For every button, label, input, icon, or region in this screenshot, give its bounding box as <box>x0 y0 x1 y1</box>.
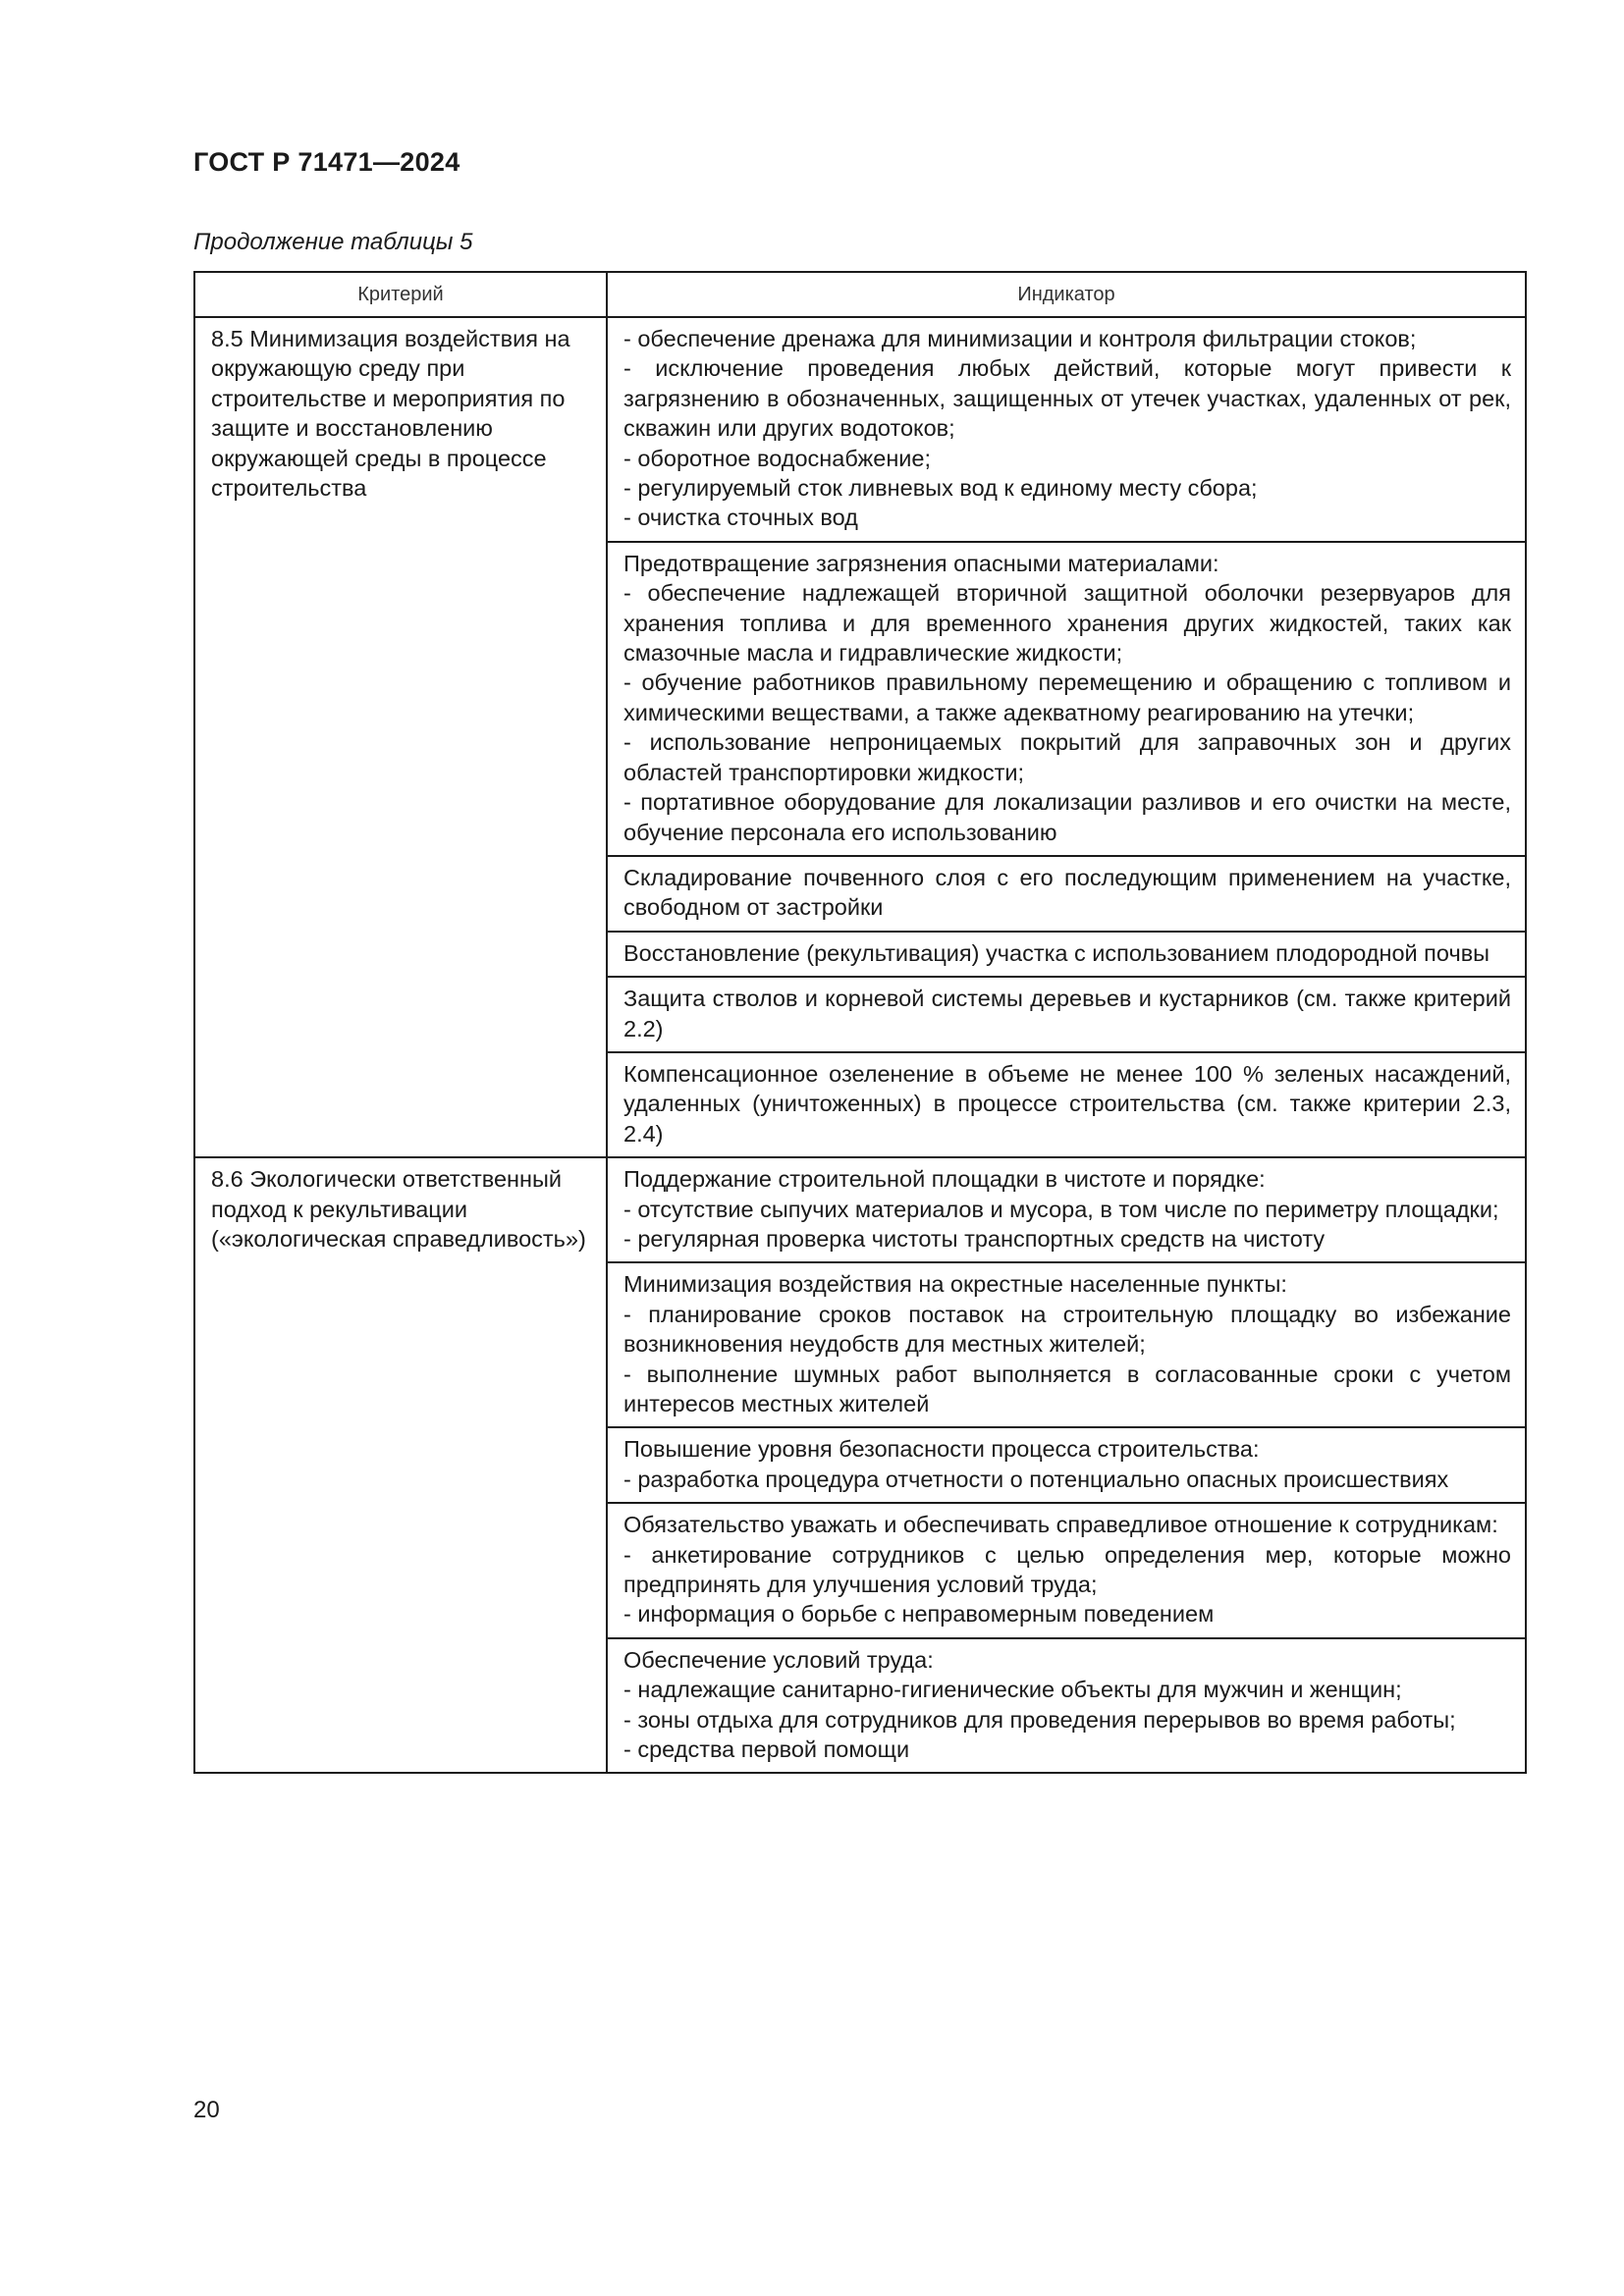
indicator-cell <box>607 1157 1526 1262</box>
indicator-line: - оборотное водоснабжение; <box>623 445 932 471</box>
indicator-cell <box>607 856 1526 932</box>
column-header-indicator: Индикатор <box>607 272 1526 317</box>
indicator-line: - очистка сточных вод <box>623 505 858 531</box>
table-caption: Продолжение таблицы 5 <box>193 229 473 255</box>
indicator-line: - обучение работников правильному перемещению и обращению с топливом и химическими веществами, а также адекватному реагированию на утечки; <box>623 669 1511 725</box>
indicator-cell <box>607 542 1526 856</box>
indicator-line: - зоны отдыха для сотрудников для проведения перерывов во время работы; <box>623 1706 1456 1733</box>
indicator-line: - исключение проведения любых действий, которые могут привести к загрязнению в обозначенных, защищенных от утечек участках, удаленных от рек, скважин или других водотоков; <box>623 355 1511 442</box>
indicator-cell <box>607 1503 1526 1638</box>
table-header-row <box>194 272 1526 317</box>
indicator-line: - отсутствие сыпучих материалов и мусора, в том числе по периметру площадки; <box>623 1196 1499 1222</box>
document-header: ГОСТ Р 71471—2024 <box>193 147 460 177</box>
indicator-line: - надлежащие санитарно-гигиенические объекты для мужчин и женщин; <box>623 1677 1402 1703</box>
indicator-cell <box>607 1427 1526 1503</box>
indicator-line: - анкетирование сотрудников с целью определения мер, которые можно предпринять для улучшения условий труда; <box>623 1541 1511 1598</box>
indicator-line: - обеспечение дренажа для минимизации и контроля фильтрации стоков; <box>623 326 1417 351</box>
indicator-line: Обеспечение условий труда: <box>623 1646 934 1673</box>
criterion-cell-8-6: 8.6 Экологически ответственный подход к рекультивации («экологическая справедливость») <box>194 1157 607 1773</box>
indicator-line: - планирование сроков поставок на строительную площадку во избежание возникновения неудобств для местных жителей; <box>623 1301 1511 1358</box>
indicator-line: Складирование почвенного слоя с его последующим применением на участке, свободном от застройки <box>623 864 1511 921</box>
indicator-line: Поддержание строительной площадки в чистоте и порядке: <box>623 1166 1266 1193</box>
indicator-line: - использование непроницаемых покрытий для заправочных зон и других областей транспортировки жидкости; <box>623 729 1511 785</box>
indicator-line: - регулярная проверка чистоты транспортных средств на чистоту <box>623 1225 1326 1252</box>
indicator-cell <box>607 932 1526 977</box>
indicator-line: - информация о борьбе с неправомерным поведением <box>623 1601 1215 1628</box>
criterion-cell-8-5: 8.5 Минимизация воздействия на окружающую среду при строительстве и мероприятия по защите и восстановлению окружающей среды в процессе строительства <box>194 317 607 1157</box>
indicator-line: - выполнение шумных работ выполняется в согласованные сроки с учетом интересов местных жителей <box>623 1361 1511 1416</box>
indicator-line: Минимизация воздействия на окрестные населенные пункты: <box>623 1271 1287 1298</box>
indicator-line: - обеспечение надлежащей вторичной защитной оболочки резервуаров для хранения топлива и для временного хранения других жидкостей, таких как смазочные масла и гидравлические жидкости; <box>623 580 1511 667</box>
table-row <box>194 1157 1526 1262</box>
indicator-line: Компенсационное озеленение в объеме не менее 100 % зеленых насаждений, удаленных (уничтоженных) в процессе строительства (см. также критерии 2.3, 2.4) <box>623 1060 1511 1147</box>
indicator-line: - регулируемый сток ливневых вод к единому месту сбора; <box>623 475 1258 502</box>
indicator-cell <box>607 977 1526 1052</box>
indicator-line: Повышение уровня безопасности процесса строительства: <box>623 1436 1260 1463</box>
indicator-line: Восстановление (рекультивация) участка с использованием плодородной почвы <box>623 939 1490 966</box>
indicator-line: Предотвращение загрязнения опасными материалами: <box>623 550 1219 576</box>
indicator-line: Обязательство уважать и обеспечивать справедливое отношение к сотрудникам: <box>623 1512 1498 1538</box>
indicator-line: - портативное оборудование для локализации разливов и его очистки на месте, обучение персонала его использованию <box>623 789 1511 845</box>
indicator-cell <box>607 1052 1526 1157</box>
column-header-criterion: Критерий <box>194 272 607 317</box>
indicator-line: - разработка процедура отчетности о потенциально опасных происшествиях <box>623 1466 1449 1492</box>
indicator-cell <box>607 1638 1526 1774</box>
indicator-line: - средства первой помощи <box>623 1736 910 1763</box>
indicator-cell <box>607 1262 1526 1427</box>
indicator-cell <box>607 317 1526 542</box>
page-number: 20 <box>193 2097 220 2123</box>
table-row <box>194 317 1526 542</box>
criteria-table <box>193 271 1527 1774</box>
indicator-line: Защита стволов и корневой системы деревьев и кустарников (см. также критерий 2.2) <box>623 986 1511 1041</box>
